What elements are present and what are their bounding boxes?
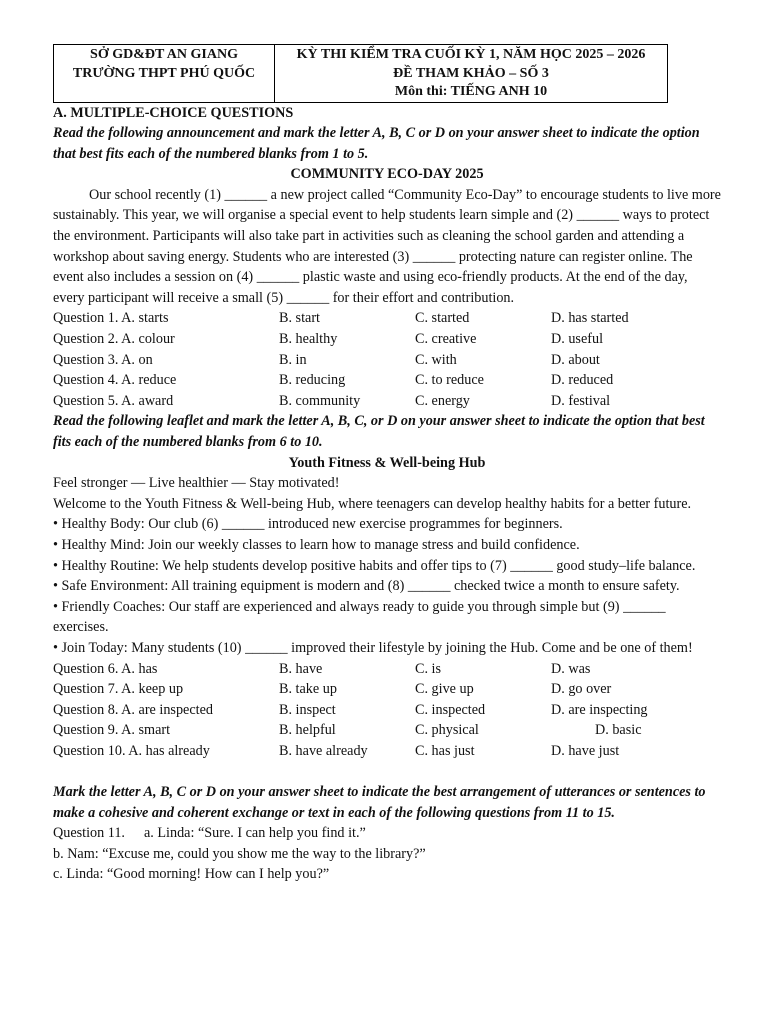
question-stem-option-a: Question 4. A. reduce: [53, 372, 177, 389]
exam-title: KỲ THI KIỂM TRA CUỐI KỲ 1, NĂM HỌC 2025 – 2026: [296, 47, 646, 62]
utterance-a: a. Linda: “Sure. I can help you find it.”: [144, 825, 366, 842]
spacer: [53, 762, 721, 783]
question-11: [53, 823, 721, 885]
option-b: B. have already: [279, 742, 368, 759]
option-c: C. creative: [415, 331, 477, 348]
question-row: [53, 370, 721, 391]
utterance-c: c. Linda: “Good morning! How can I help you?”: [53, 866, 330, 883]
leaflet-bullet: • Healthy Mind: Join our weekly classes to learn how to manage stress and build confidence.: [53, 536, 580, 553]
option-d: D. have just: [551, 742, 620, 759]
instruction-3: Mark the letter A, B, C or D on your answer sheet to indicate the best arrangement of utterances or sentences to make a cohesive and coherent exchange or text in each of the following questions from 11 to 15.: [53, 784, 706, 821]
option-b: B. helpful: [279, 722, 336, 739]
question-stem-option-a: Question 7. A. keep up: [53, 681, 184, 698]
question-stem-option-a: Question 10. A. has already: [53, 742, 210, 759]
question-stem-option-a: Question 2. A. colour: [53, 331, 175, 348]
leaflet-bullet: • Healthy Body: Our club (6) ______ introduced new exercise programmes for beginners.: [53, 516, 563, 533]
department-name: SỞ GD&ĐT AN GIANG: [90, 47, 238, 62]
passage-2-title: Youth Fitness & Well-being Hub: [288, 454, 486, 471]
option-d: D. about: [551, 351, 600, 368]
option-b: B. have: [279, 660, 323, 677]
option-b: B. inspect: [279, 701, 336, 718]
exam-header-table: [53, 44, 668, 103]
passage-2-text: [53, 473, 721, 658]
exam-subject: Môn thi: TIẾNG ANH 10: [394, 84, 548, 99]
option-c: C. has just: [415, 742, 475, 759]
exam-page: [53, 44, 721, 885]
option-d: D. reduced: [551, 372, 614, 389]
option-b: B. take up: [279, 681, 337, 698]
leaflet-welcome: Welcome to the Youth Fitness & Well-being Hub, where teenagers can develop healthy habits for a better future.: [53, 495, 692, 512]
option-c: C. physical: [415, 722, 479, 739]
section-a-title: A. MULTIPLE-CHOICE QUESTIONS: [53, 104, 294, 121]
school-name: TRƯỜNG THPT PHÚ QUỐC: [72, 65, 256, 81]
option-d: D. has started: [551, 310, 629, 327]
question-list-2: [53, 659, 721, 762]
question-row: [53, 741, 721, 762]
exam-version: ĐỀ THAM KHẢO – SỐ 3: [393, 65, 549, 81]
leaflet-slogan: Feel stronger — Live healthier — Stay motivated!: [53, 475, 340, 492]
utterance-b: b. Nam: “Excuse me, could you show me the way to the library?”: [53, 845, 426, 862]
option-d: D. are inspecting: [551, 701, 648, 718]
option-c: C. with: [415, 351, 457, 368]
option-c: C. energy: [415, 392, 470, 409]
leaflet-bullet: • Safe Environment: All training equipment is modern and (8) ______ checked twice a month to ensure safety.: [53, 578, 680, 595]
question-stem-option-a: Question 8. A. are inspected: [53, 701, 213, 718]
option-d: D. was: [551, 660, 591, 677]
option-b: B. community: [279, 392, 361, 409]
leaflet-bullet: • Healthy Routine: We help students develop positive habits and offer tips to (7) ______ good study–life balance.: [53, 557, 696, 574]
question-stem-option-a: Question 3. A. on: [53, 351, 153, 368]
question-row: [53, 659, 721, 680]
passage-1-text: Our school recently (1) ______ a new project called “Community Eco-Day” to encourage students to live more sustainably. This year, we will organise a special event to help students learn simple and (2) ______ ways to protect the environment. Participants will also take part in activities such as cleaning the school garden and attending a workshop about saving energy. Students who are interested (3) ______ protecting nature can register online. The event also includes a session on (4) ______ plastic waste and using eco-friendly products. At the end of the day, every participant will receive a small (5) ______ for their effort and contribution.: [53, 186, 721, 306]
option-c: C. started: [415, 310, 470, 327]
leaflet-bullet: • Friendly Coaches: Our staff are experienced and always ready to guide you through simple but (9) ______ exercises.: [53, 598, 666, 636]
school-info-cell: [54, 45, 275, 103]
option-c: C. to reduce: [415, 372, 484, 389]
option-b: B. healthy: [279, 331, 338, 348]
question-11-row: [53, 823, 721, 844]
question-stem-option-a: Question 1. A. starts: [53, 310, 169, 327]
instruction-2: Read the following leaflet and mark the letter A, B, C, or D on your answer sheet to indicate the option that best fits each of the numbered blanks from 6 to 10.: [53, 413, 705, 450]
option-b: B. reducing: [279, 372, 346, 389]
passage-1-title: COMMUNITY ECO-DAY 2025: [290, 166, 484, 183]
option-d: D. basic: [595, 722, 642, 739]
question-list-1: [53, 308, 721, 411]
question-row: [53, 329, 721, 350]
question-row: [53, 679, 721, 700]
option-d: D. festival: [551, 392, 611, 409]
option-c: C. give up: [415, 681, 474, 698]
option-d: D. go over: [551, 681, 612, 698]
question-row: [53, 308, 721, 329]
question-row: [53, 391, 721, 412]
leaflet-bullet: • Join Today: Many students (10) ______ improved their lifestyle by joining the Hub. Come and be one of them!: [53, 639, 693, 656]
question-row: [53, 350, 721, 371]
question-stem-option-a: Question 6. A. has: [53, 660, 158, 677]
question-row: [53, 720, 721, 741]
question-11-label: Question 11.: [53, 825, 125, 842]
option-c: C. is: [415, 660, 442, 677]
option-d: D. useful: [551, 331, 604, 348]
option-b: B. start: [279, 310, 320, 327]
question-stem-option-a: Question 5. A. award: [53, 392, 174, 409]
option-b: B. in: [279, 351, 307, 368]
exam-info-cell: [275, 45, 668, 103]
question-stem-option-a: Question 9. A. smart: [53, 722, 171, 739]
instruction-1: Read the following announcement and mark the letter A, B, C or D on your answer sheet to indicate the option that best fits each of the numbered blanks from 1 to 5.: [53, 125, 700, 162]
option-c: C. inspected: [415, 701, 486, 718]
question-row: [53, 700, 721, 721]
